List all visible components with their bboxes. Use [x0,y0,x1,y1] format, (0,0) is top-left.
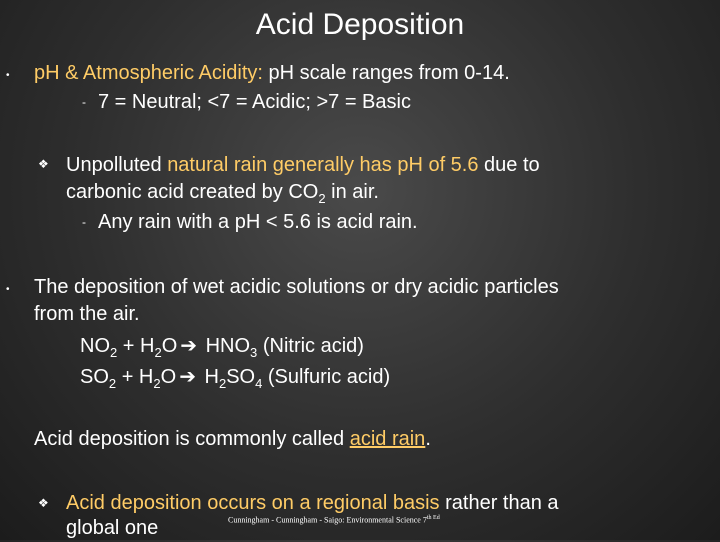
acid-rain-note-end: . [425,428,431,450]
eq1-hno-sub: 3 [250,345,258,360]
co2-subscript: 2 [318,191,326,206]
point-regional-highlight: Acid deposition occurs on a regional basis [66,492,440,514]
eq2-h2: H [198,366,219,388]
dash-icon: - [82,215,86,229]
acid-rain-note [34,426,431,453]
footer-credit [228,515,440,525]
point-regional-line2: global one [66,517,159,539]
diamond-icon: ❖ [38,157,49,171]
footer-sup: th Ed [426,515,440,521]
dot-icon: • [6,284,10,295]
bullet-ph [34,60,510,87]
eq1-name: (Nitric acid) [257,335,364,357]
eq2-so4: SO [226,366,256,388]
acid-rain-link[interactable]: acid rain [349,428,426,450]
eq2-h-sub: 2 [153,376,161,391]
dot-icon: • [6,70,10,81]
point-carbonic-a: carbonic acid created by CO [66,181,319,203]
equation-sulfuric [80,364,390,391]
eq1-h-sub: 2 [154,345,162,360]
point-natural-rain-a: Unpolluted [66,154,168,176]
point-carbonic-acid [66,179,379,206]
point-natural-rain [66,152,540,179]
eq1-o: O [161,335,178,357]
eq1-no-sub: 2 [110,345,118,360]
eq2-so4-sub: 4 [255,376,263,391]
dash-icon: - [82,95,86,109]
slide-title: Acid Deposition [255,8,465,41]
bullet-deposition-line2: from the air. [34,303,140,325]
eq2-name: (Sulfuric acid) [262,366,391,388]
eq2-h: + H [116,366,154,388]
bullet-ph-text: pH scale ranges from 0-14. [262,62,510,84]
eq2-h2-sub: 2 [218,376,227,391]
point-natural-rain-c: due to [478,154,540,176]
footer-text: Cunningham - Cunningham - Saigo: Environmental Science 7 [228,515,427,525]
eq1-no: NO [80,335,110,357]
eq2-o: O [160,366,177,388]
point-regional-b: rather than a [439,492,559,514]
eq1-h: + H [117,335,155,357]
acid-rain-note-text: Acid deposition is commonly called [34,428,350,450]
point-natural-rain-highlight: natural rain generally has pH of 5.6 [167,154,479,176]
point-acid-rain-def: Any rain with a pH < 5.6 is acid rain. [98,211,418,233]
bullet-deposition-line1: The deposition of wet acidic solutions or dry acidic particles [34,276,559,298]
point-carbonic-b: in air. [325,181,379,203]
right-arrow-icon: ➔ [180,335,198,357]
equation-nitric [80,333,364,360]
bullet-ph-sub: 7 = Neutral; <7 = Acidic; >7 = Basic [98,91,411,113]
point-regional [66,490,559,517]
diamond-icon: ❖ [38,496,49,510]
eq2-so: SO [80,366,109,388]
right-arrow-icon: ➔ [179,366,196,388]
eq2-so-sub: 2 [108,376,117,391]
bullet-ph-label: pH & Atmospheric Acidity: [34,62,263,84]
eq1-hno: HNO [200,335,251,357]
